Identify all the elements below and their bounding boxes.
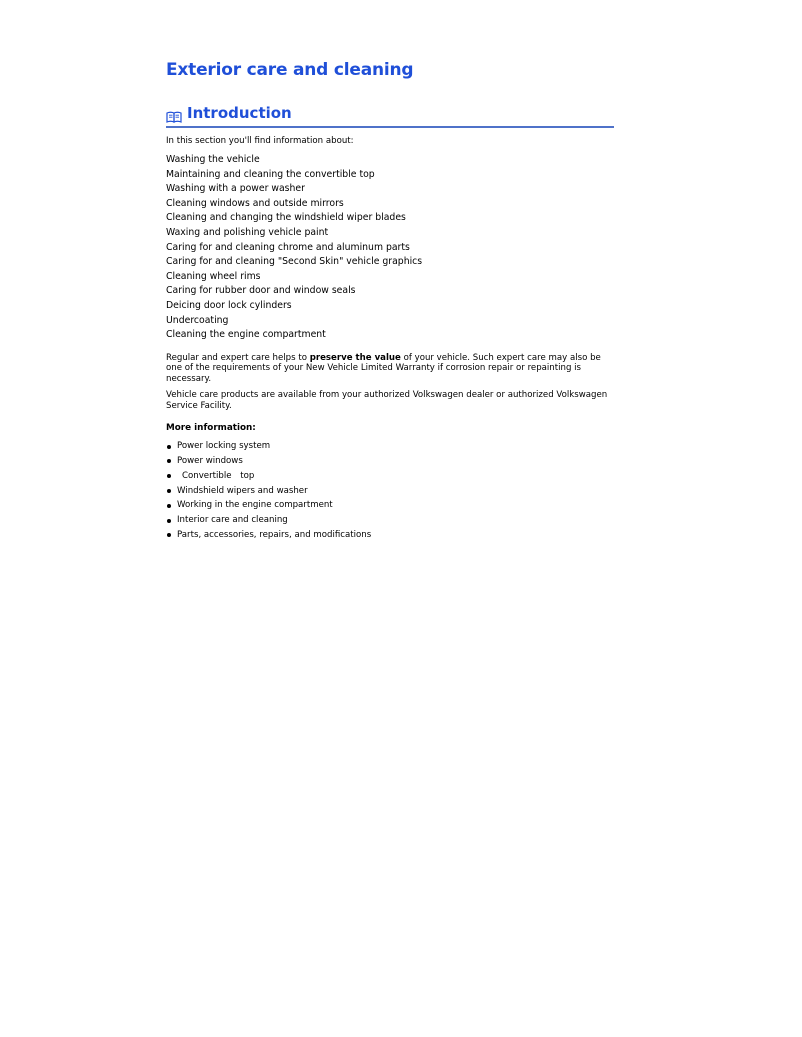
more-info-item	[166, 484, 614, 499]
more-info-item	[166, 439, 614, 454]
link-engine-compartment[interactable]: Working in the engine compartment	[177, 500, 333, 511]
bullet-icon	[167, 533, 171, 537]
link-parts-accessories[interactable]: Parts, accessories, repairs, and modifications	[177, 530, 372, 540]
topic-item: Washing the vehicle	[166, 154, 260, 165]
bullet-icon	[167, 504, 171, 508]
topic-item: Cleaning windows and outside mirrors	[166, 197, 344, 209]
document-page	[166, 58, 614, 543]
value-paragraph-end: of your vehicle. Such expert care may also be one of the requirements of your New Vehicle Limited Warranty if corrosion repair or repainting is necessary.	[166, 352, 601, 384]
book-icon	[166, 108, 182, 120]
bullet-icon	[167, 445, 171, 449]
topic-item: Cleaning and changing the windshield wiper blades	[166, 212, 406, 224]
link-convertible-top[interactable]: Convertible top	[182, 470, 255, 481]
more-info-list	[166, 439, 614, 543]
value-paragraph-emphasis: preserve the value	[309, 352, 401, 363]
link-power-locking-system[interactable]: Power locking system	[177, 441, 271, 452]
topic-item: Washing with a power washer	[166, 183, 305, 195]
topic-item: Undercoating	[166, 314, 229, 326]
section-title: Introduction	[187, 104, 292, 122]
topic-item: Cleaning the engine compartment	[166, 329, 326, 341]
value-paragraph	[166, 353, 614, 385]
bullet-icon	[167, 459, 171, 463]
link-power-windows[interactable]: Power windows	[177, 456, 243, 467]
chapter-title: Exterior care and cleaning	[166, 60, 414, 80]
link-interior-care[interactable]: Interior care and cleaning	[177, 515, 288, 526]
topic-item: Cleaning wheel rims	[166, 270, 261, 282]
topic-item: Waxing and polishing vehicle paint	[166, 226, 329, 238]
topic-item: Caring for and cleaning "Second Skin" vehicle graphics	[166, 256, 423, 268]
section-header	[166, 102, 614, 128]
more-info-item	[166, 469, 614, 484]
dealer-paragraph: Vehicle care products are available from your authorized Volkswagen dealer or authorized Volkswagen Service Facility.	[166, 390, 608, 411]
more-info-heading: More information:	[166, 423, 256, 434]
bullet-icon	[167, 519, 171, 523]
more-info-item	[166, 513, 614, 528]
topic-item: Caring for and cleaning chrome and aluminum parts	[166, 241, 410, 253]
value-paragraph-start: Regular and expert care helps to	[166, 352, 310, 363]
topic-list	[166, 153, 614, 343]
bullet-icon	[167, 489, 171, 493]
bullet-icon	[167, 474, 171, 478]
more-info-item	[166, 454, 614, 469]
more-info-item	[166, 528, 614, 543]
link-windshield-wipers[interactable]: Windshield wipers and washer	[177, 485, 308, 496]
intro-text: In this section you'll find information about:	[166, 136, 354, 146]
topic-item: Caring for rubber door and window seals	[166, 285, 356, 297]
more-info-item	[166, 498, 614, 513]
topic-item: Maintaining and cleaning the convertible top	[166, 168, 375, 180]
topic-item: Deicing door lock cylinders	[166, 299, 292, 311]
